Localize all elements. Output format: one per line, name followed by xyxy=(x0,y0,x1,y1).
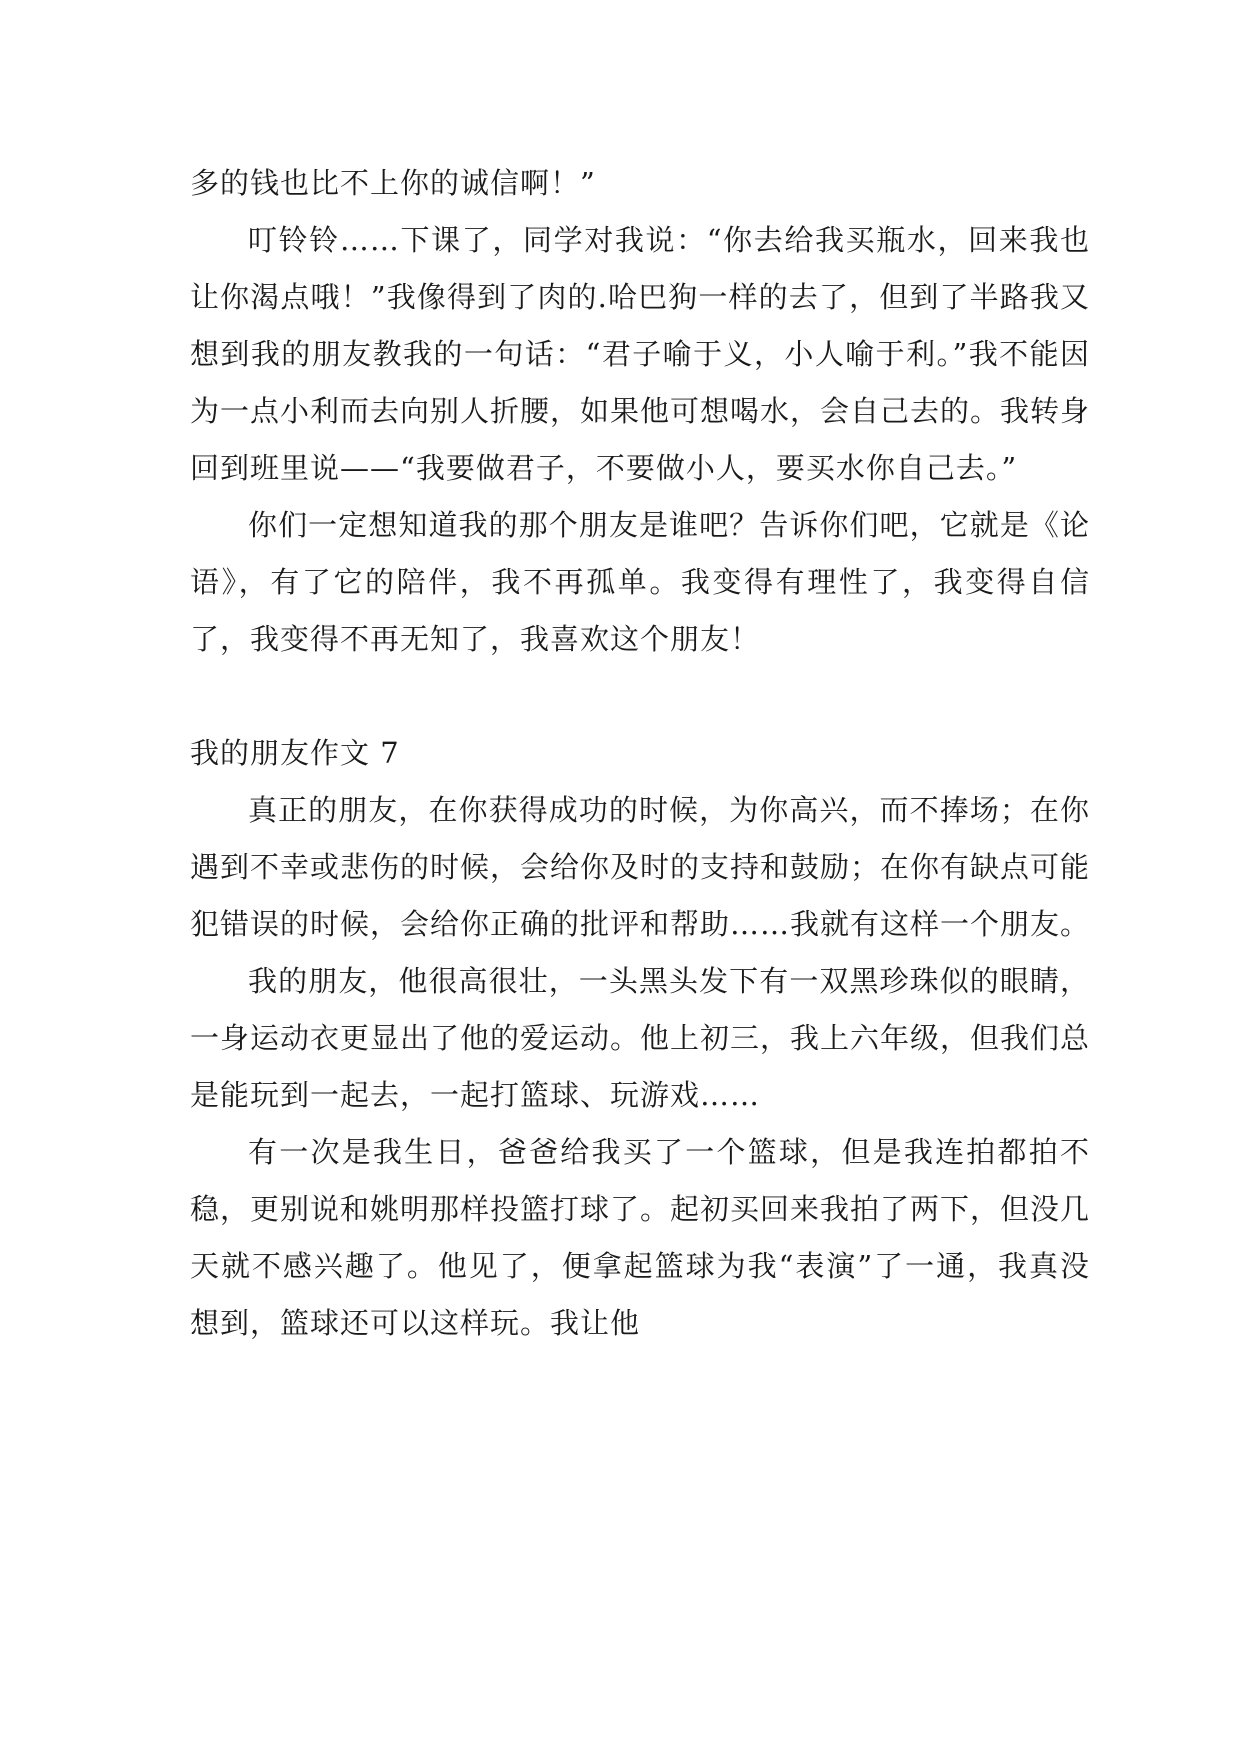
section-title: 我的朋友作文 7 xyxy=(190,736,400,770)
paragraph-friend-description: 我的朋友，他很高很壮，一头黑头发下有一双黑珍珠似的眼睛，一身运动衣更显出了他的爱运动。他上初三，我上六年级，但我们总是能玩到一起去，一起打篮球、玩游戏…… xyxy=(190,964,1091,1112)
document-body xyxy=(190,155,1090,1352)
paragraph-water-story: 叮铃铃……下课了，同学对我说：“你去给我买瓶水，回来我也让你渴点哦！”我像得到了肉的.哈巴狗一样的去了，但到了半路我又想到我的朋友教我的一句话：“君子喻于义，小人喻于利。”我不能因为一点小利而去向别人折腰，如果他可想喝水，会自己去的。我转身回到班里说——“我要做君子，不要做小人，要买水你自己去。” xyxy=(190,223,1091,485)
paragraph-lunyu-friend: 你们一定想知道我的那个朋友是谁吧？告诉你们吧，它就是《论语》，有了它的陪伴，我不再孤单。我变得有理性了，我变得自信了，我变得不再无知了，我喜欢这个朋友！ xyxy=(190,508,1090,656)
paragraph-continuation: 多的钱也比不上你的诚信啊！” xyxy=(190,166,596,200)
paragraph-basketball-birthday: 有一次是我生日，爸爸给我买了一个篮球，但是我连拍都拍不稳，更别说和姚明那样投篮打球了。起初买回来我拍了两下，但没几天就不感兴趣了。他见了，便拿起篮球为我“表演”了一通，我真没想到，篮球还可以这样玩。我让他 xyxy=(190,1135,1091,1340)
paragraph-true-friend: 真正的朋友，在你获得成功的时候，为你高兴，而不捧场；在你遇到不幸或悲伤的时候，会给你及时的支持和鼓励；在你有缺点可能犯错误的时候，会给你正确的批评和帮助……我就有这样一个朋友。 xyxy=(190,793,1091,941)
